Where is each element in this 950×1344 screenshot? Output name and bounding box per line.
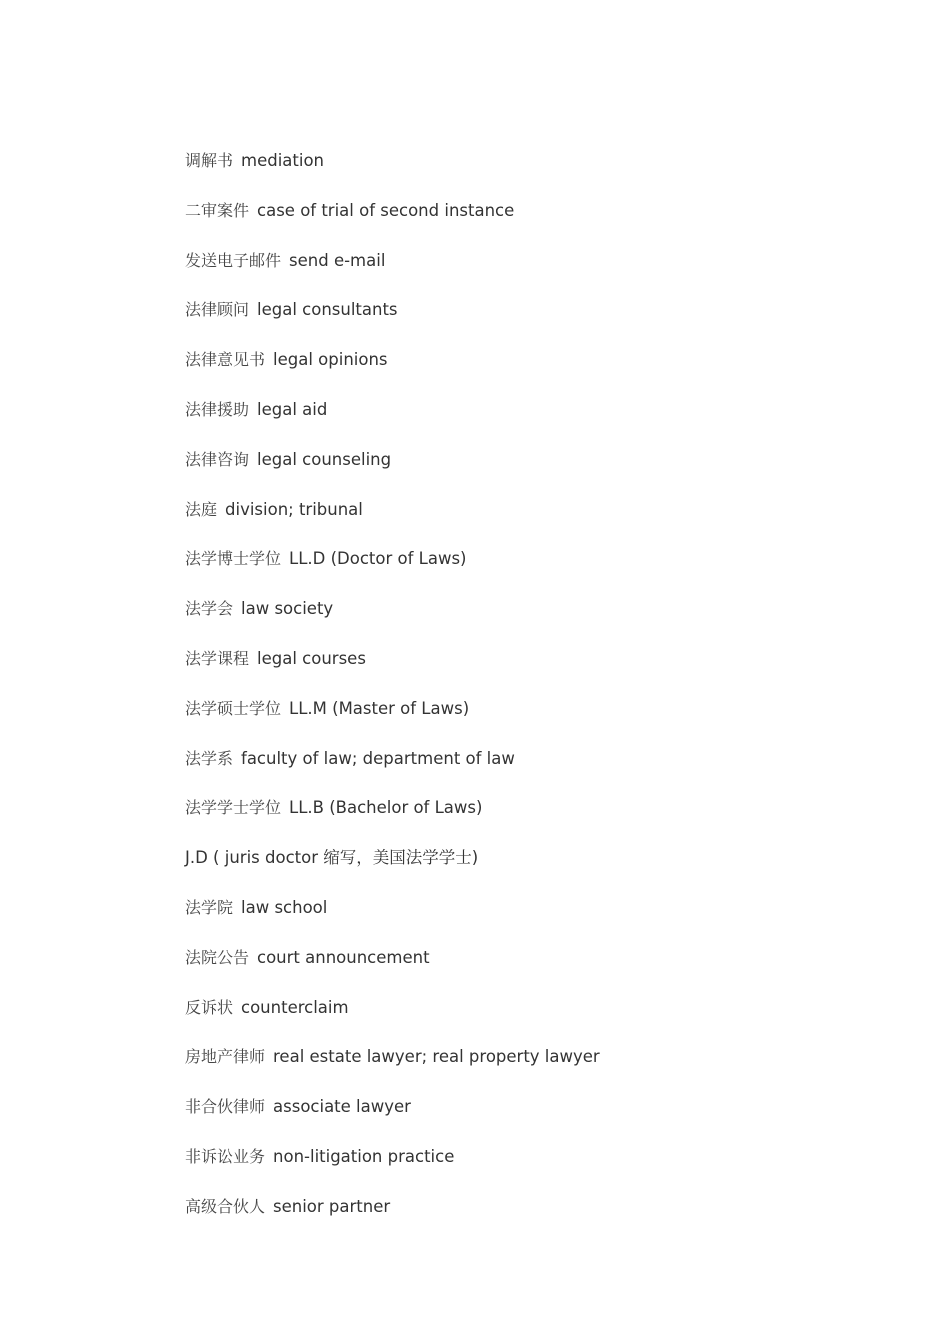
list-item (185, 895, 600, 945)
list-item (185, 596, 600, 646)
english-term: legal counseling (257, 449, 392, 469)
chinese-term: 法律援助 (185, 399, 250, 419)
list-item-note (185, 845, 600, 895)
list-item (185, 696, 600, 746)
english-term: faculty of law; department of law (241, 748, 515, 768)
list-item (185, 1194, 600, 1244)
list-item (185, 795, 600, 845)
list-item (185, 497, 600, 547)
english-term: legal courses (257, 648, 366, 668)
list-item (185, 945, 600, 995)
english-term: LL.B (Bachelor of Laws) (289, 798, 483, 818)
chinese-term: 法律意见书 (185, 350, 266, 370)
chinese-term: 二审案件 (185, 200, 250, 220)
english-term: law society (241, 599, 334, 619)
english-term: non-litigation practice (273, 1146, 455, 1166)
english-term: division; tribunal (225, 499, 363, 519)
english-term: legal consultants (257, 300, 398, 320)
list-item (185, 746, 600, 796)
english-term: court announcement (257, 947, 430, 967)
english-term: legal aid (257, 399, 328, 419)
list-item (185, 1094, 600, 1144)
chinese-term: 法庭 (185, 499, 218, 519)
chinese-term: 法院公告 (185, 947, 250, 967)
jd-note: J.D ( juris doctor 缩写，美国法学学士) (185, 848, 479, 868)
chinese-term: 非诉讼业务 (185, 1146, 266, 1166)
list-item (185, 995, 600, 1045)
english-term: send e-mail (289, 250, 386, 270)
english-term: counterclaim (241, 997, 349, 1017)
chinese-term: 发送电子邮件 (185, 250, 282, 270)
list-item (185, 447, 600, 497)
english-term: case of trial of second instance (257, 200, 515, 220)
english-term: law school (241, 897, 328, 917)
glossary-list (185, 148, 600, 1244)
english-term: LL.D (Doctor of Laws) (289, 549, 467, 569)
list-item (185, 646, 600, 696)
chinese-term: 法律顾问 (185, 300, 250, 320)
list-item (185, 546, 600, 596)
list-item (185, 297, 600, 347)
list-item (185, 397, 600, 447)
chinese-term: 反诉状 (185, 997, 234, 1017)
chinese-term: 法学院 (185, 897, 234, 917)
list-item (185, 248, 600, 298)
english-term: senior partner (273, 1196, 391, 1216)
chinese-term: 调解书 (185, 151, 234, 170)
english-term: mediation (241, 151, 325, 170)
chinese-term: 房地产律师 (185, 1047, 266, 1067)
list-item (185, 347, 600, 397)
list-item (185, 1044, 600, 1094)
chinese-term: 法学硕士学位 (185, 698, 282, 718)
english-term: LL.M (Master of Laws) (289, 698, 470, 718)
chinese-term: 法学学士学位 (185, 798, 282, 818)
chinese-term: 法学博士学位 (185, 549, 282, 569)
chinese-term: 法学会 (185, 599, 234, 619)
list-item (185, 1144, 600, 1194)
chinese-term: 非合伙律师 (185, 1097, 266, 1117)
english-term: real estate lawyer; real property lawyer (273, 1047, 600, 1067)
english-term: legal opinions (273, 350, 388, 370)
chinese-term: 高级合伙人 (185, 1196, 266, 1216)
list-item (185, 198, 600, 248)
chinese-term: 法学课程 (185, 648, 250, 668)
list-item (185, 148, 600, 198)
chinese-term: 法律咨询 (185, 449, 250, 469)
english-term: associate lawyer (273, 1097, 411, 1117)
chinese-term: 法学系 (185, 748, 234, 768)
